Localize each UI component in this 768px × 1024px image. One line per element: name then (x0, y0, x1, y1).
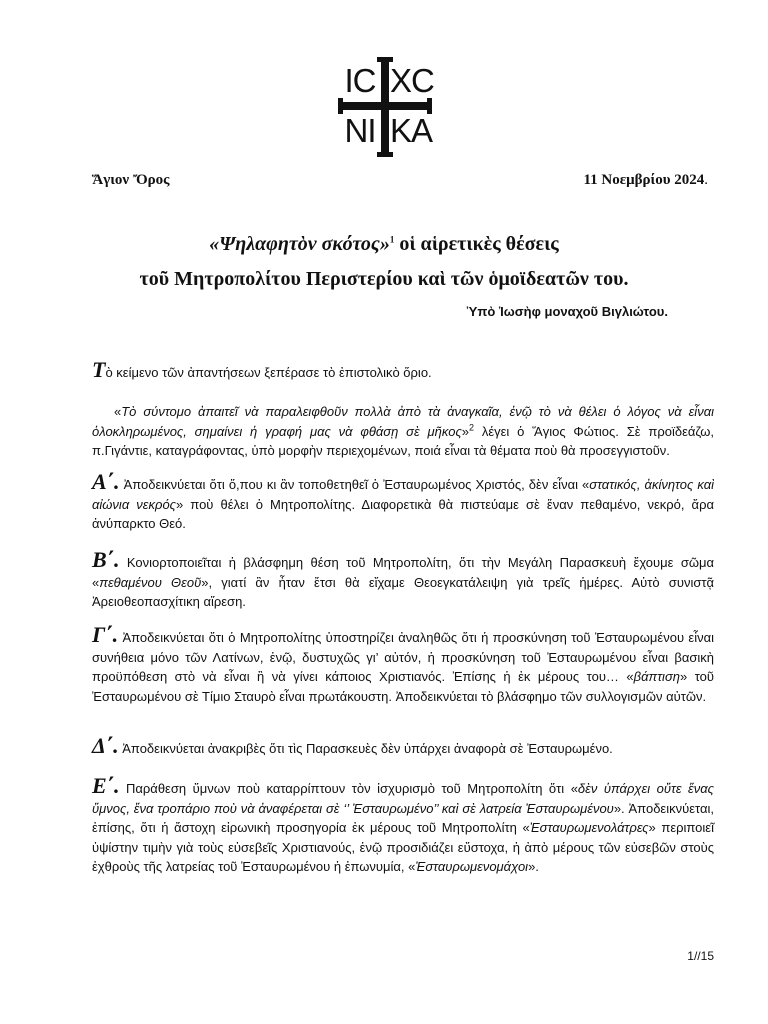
cross-horizontal-bar (338, 102, 432, 110)
section-a-text-1: Ἀποδεικνύεται ὅτι ὅ,που κι ἂν τοποθετηθεῖ ὁ Ἐσταυρωμένος Χριστός, δὲν εἶναι « (119, 477, 590, 492)
section-c-letter: Γ΄. (92, 622, 119, 647)
section-d-paragraph (92, 733, 714, 759)
section-e-text-3: » περιποιεῖ ὑψίστην τιμὴν γιὰ τοὺς εὐσεβεῖς Χριστιανούς, ἐνῷ προσιδιάζει εὔστοχα, ἡ ἀπὸ μέρους τῶν εὐσεβῶν στοὺς ἐχθροὺς τῆς λατρείας τοῦ Ἐσταυρωμένου ἡ ἐπωνυμία, « (92, 820, 714, 874)
cross-cap-left (338, 98, 343, 114)
section-a-italic-1: στατικός, ἀκίνητος καὶ αἰώνια νεκρός (92, 477, 714, 512)
section-c-text-1: Ἀποδεικνύεται ὅτι ὁ Μητροπολίτης ὑποστηρίζει ἀναληθῶς ὅτι ἡ προσκύνηση τοῦ Ἐσταυρωμένου εἶναι συνήθεια μόνο τῶν Λατίνων, ἐνῷ, δυστυχῶς γι’ αὐτόν, ἡ προσκύνηση τοῦ Ἐσταυρωμένου εἶναι βασικὴ προϋπόθεση στὸ νὰ εἶναι ἢ νὰ γίνει κάποιος Χριστιανός. Ἐπίσης ἡ ἐκ μέρους του… « (92, 630, 714, 684)
section-a-paragraph (92, 469, 714, 534)
section-e-letter: Ε΄. (92, 773, 120, 798)
section-e-paragraph (92, 773, 714, 877)
page-number: 1//15 (687, 949, 714, 963)
section-e-italic-3: Ἐσταυρωμενομάχοι (415, 859, 529, 874)
cross-cap-bottom (377, 152, 393, 157)
section-b-paragraph (92, 547, 715, 612)
section-e-text-2: ». Ἀποδεικνύεται, ἐπίσης, ὅτι ἡ ἄστοχη εἰρωνικὴ προσηγορία ἐκ μέρους τοῦ Μητροπολίτη « (92, 800, 714, 835)
drop-initial: Τ (92, 357, 106, 382)
ic-xc-nika-cross-emblem (338, 57, 432, 157)
section-b-text-1: Κονιορτοποιεῖται ἡ βλάσφημη θέση τοῦ Μητροπολίτη, ὅτι τὴν Μεγάλη Παρασκευὴ ἔχουμε σῶμα « (92, 555, 714, 590)
quote-paragraph (92, 402, 714, 461)
section-b-text-2: », γιατί ἂν ἦταν ἔτσι θὰ εἴχαμε Θεοεγκατάλειψη γιὰ τρεῖς ἡμέρες. Αὐτὸ συνιστᾷ Ἀρειοθεοπασχίτικη αἵρεση. (92, 574, 715, 609)
quote-rest: λέγει ὁ Ἅγιος Φώτιος. Σὲ προϊδεάζω, π.Γιγάντιε, καταγράφοντας, ὑπὸ μορφὴν περιεχομένων, ποιά εἶναι τὰ θέματα ποὺ θὰ προσεγγιστοῦν. (92, 423, 714, 458)
intro-paragraph (92, 357, 714, 383)
section-c-paragraph (92, 622, 714, 706)
section-b-italic-1: πεθαμένου Θεοῦ (99, 574, 202, 590)
header-place: Ἅγιον Ὄρος (92, 172, 170, 188)
quote-close: » (461, 423, 469, 439)
title-quote: «Ψηλαφητὸν σκότος» (209, 233, 390, 255)
section-e-text-4: ». (528, 859, 539, 874)
section-e-italic-2: Ἐσταυρωμενολάτρες (529, 820, 649, 835)
emblem-text-ic: IC (344, 62, 376, 99)
emblem-text-xc: XC (390, 62, 434, 99)
section-a-letter: Α΄. (92, 469, 120, 494)
section-b-letter: Β΄. (92, 547, 120, 572)
emblem-text-ka: KA (390, 112, 433, 149)
section-a-text-2: » ποὺ θέλει ὁ Μητροπολίτης. Διαφορετικὰ θὰ πιστεύαμε σὲ ἕναν πεθαμένο, νεκρό, ἄρα ἀνύπαρκτο Θεό. (92, 496, 714, 531)
section-c-text-2: » τοῦ Ἐσταυρωμένου σὲ Τίμιο Σταυρὸ εἶναι πρωτάκουστη. Ἀποδεικνύεται τὸ βλάσφημο τῶν συλλογισμῶν αὐτῶν. (92, 669, 714, 704)
quote-open: « (114, 404, 122, 419)
author-byline: Ὑπὸ Ἰωσὴφ μοναχοῦ Βιγλιώτου. (466, 304, 668, 319)
section-c-italic-1: βάπτιση (633, 669, 680, 684)
section-d-letter: Δ΄. (92, 733, 119, 758)
title-footnote-mark: 1 (389, 234, 395, 245)
section-d-text-1: Ἀποδεικνύεται ἀνακριβὲς ὅτι τὶς Παρασκευὲς δὲν ὑπάρχει ἀναφορὰ σὲ Ἐσταυρωμένο. (118, 741, 613, 756)
header-date-text: 11 Νοεμβρίου 2024 (583, 172, 705, 188)
header-date (583, 172, 708, 189)
quote-italic: Τὸ σύντομο ἀπαιτεῖ νὰ παραλειφθοῦν πολλὰ ἀπὸ τὰ ἀναγκαῖα, ἐνῷ τὸ νὰ θέλει ὁ λόγος νὰ εἶναι ὁλοκληρωμένος, σημαίνει ἡ γραφή μας νὰ φθάσῃ σὲ μῆκος (92, 404, 714, 439)
header-date-suffix: . (704, 172, 708, 188)
emblem-text-ni: NI (344, 112, 376, 149)
section-e-italic-1: δὲν ὑπάρχει οὔτε ἕνας ὕμνος, ἕνα τροπάριο ποὺ νὰ ἀναφέρεται σὲ ‘’ Ἐσταυρωμένο’’ καὶ σὲ λατρεία Ἐσταυρωμένου (92, 781, 714, 816)
section-e-text-1: Παράθεση ὕμνων ποὺ καταρρίπτουν τὸν ἰσχυρισμὸ τοῦ Μητροπολίτη ὅτι « (119, 781, 578, 796)
title-line1-rest: οἱ αἱρετικὲς θέσεις (394, 233, 559, 255)
document-title-line-2: τοῦ Μητροπολίτου Περιστερίου καὶ τῶν ὁμοϊδεατῶν του. (139, 268, 629, 290)
document-title-line-1 (60, 233, 708, 256)
quote-footnote-mark: 2 (469, 422, 475, 433)
intro-text: ὸ κείμενο τῶν ἀπαντήσεων ξεπέρασε τὸ ἐπιστολικὸ ὅριο. (105, 365, 432, 380)
